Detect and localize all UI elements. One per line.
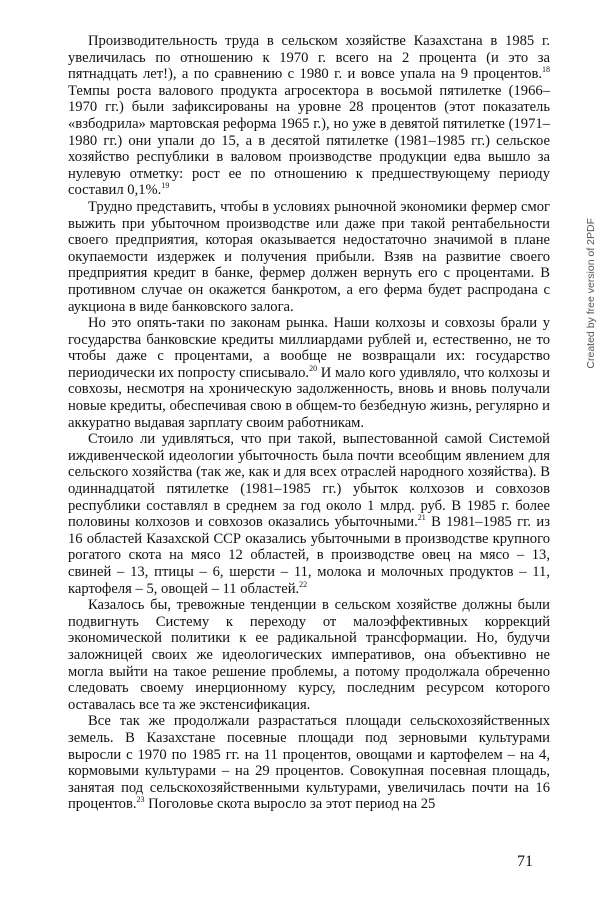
watermark-text: Created by free version of 2PDF bbox=[585, 218, 597, 369]
paragraph-3: Но это опять-таки по законам рынка. Наши колхозы и совхозы брали у государства банковские кредиты миллиардами рублей и, естественно, не то чтобы даже с процентами, а вообще не возвращали их: государство периодически их попросту списывало.$^{20}$ И мало кого удивляло, что колхозы и совхозы, несмотря на хроническую задолженность, вновь и вновь получали новые кредиты, обеспечивая свою в общем-то безбедную жизнь, регулярно и аккуратно выдавая зарплату своим работникам. bbox=[68, 315, 550, 431]
footnote-ref: 23 bbox=[136, 795, 145, 805]
paragraph-1: Производительность труда в сельском хозяйстве Казахстана в 1985 г. увеличилась по отношению к 1970 г. всего на 2 процента (и это за пятнадцать лет!), а по сравнению с 1980 г. и вовсе упала на 9 процентов.$^{18}$ Темпы роста валового продукта агросектора в восьмой пятилетке (1966–1970 гг.) были зафиксированы на уровне 28 процентов (этот показатель «взбодрила» мартовская реформа 1965 г.), но уже в девятой пятилетке (1971–1980 гг.) они упали до 15, а в десятой пятилетке (1981–1985 гг.) сельское хозяйство республики в валовом производстве продукции едва вышло за нулевую отметку: рост ее по отношению к предшествующему периоду составил 0,1%.$^{19}$ bbox=[68, 33, 550, 199]
paragraph-5: Казалось бы, тревожные тенденции в сельском хозяйстве должны были подвигнуть Систему к переходу от малоэффективных коррекций экономической политики к ее радикальной трансформации. Но, будучи заложницей своих же идеологических императивов, она объективно не могла выйти на такое решение проблемы, а потому продолжала обреченно следовать своему инерционному курсу, последним ресурсом которого оставалась все та же экстенсификация. bbox=[68, 597, 550, 713]
footnote-ref: 19 bbox=[161, 181, 170, 191]
footnote-ref: 22 bbox=[299, 579, 308, 589]
footnote-ref: 20 bbox=[309, 364, 318, 374]
paragraph-4: Стоило ли удивляться, что при такой, выпестованной самой Системой иждивенческой идеологии убыточность была почти всеобщим явлением для сельского хозяйства (так же, как и для всех отраслей народного хозяйства). В одиннадцатой пятилетке (1981–1985 гг.) убыток колхозов и совхозов республики составлял в среднем за год около 1 млрд. руб. В 1985 г. более половины колхозов и совхозов оказались убыточными.$^{21}$ В 1981–1985 гг. из 16 областей Казахской ССР оказались убыточными в производстве крупного рогатого скота на мясо 12 областей, в производстве овец на мясо – 13, свиней – 13, птицы – 6, шерсти – 11, молока и молочных продуктов – 11, картофеля – 5, овощей – 11 областей.$^{22}$ bbox=[68, 431, 550, 597]
paragraph-6: Все так же продолжали разрастаться площади сельскохозяйственных земель. В Казахстане посевные площади под зерновыми культурами выросли с 1970 по 1985 гг. на 11 процентов, овощами и картофелем – на 4, кормовыми культурами – на 29 процентов. Совокупная посевная площадь, занятая под сельскохозяйственными культурами, увеличилась почти на 16 процентов.$^{23}$ Поголовье скота выросло за этот период на 25 bbox=[68, 713, 550, 813]
footnote-ref: 21 bbox=[417, 513, 426, 523]
page-number: 71 bbox=[517, 853, 533, 870]
footnote-ref: 18 bbox=[542, 65, 550, 75]
paragraph-2: Трудно представить, чтобы в условиях рыночной экономики фермер смог выжить при убыточном производстве или даже при такой рентабельности своего предприятия, которая оказывается недостаточно значимой в плане окупаемости издержек и получения прибыли. Взяв на развитие своего предприятия кредит в банке, фермер должен вернуть его с процентами. В противном случае он окажется банкротом, а его ферма будет распродана с аукциона в виде банковского залога. bbox=[68, 198, 550, 315]
page-body-text bbox=[68, 33, 550, 813]
